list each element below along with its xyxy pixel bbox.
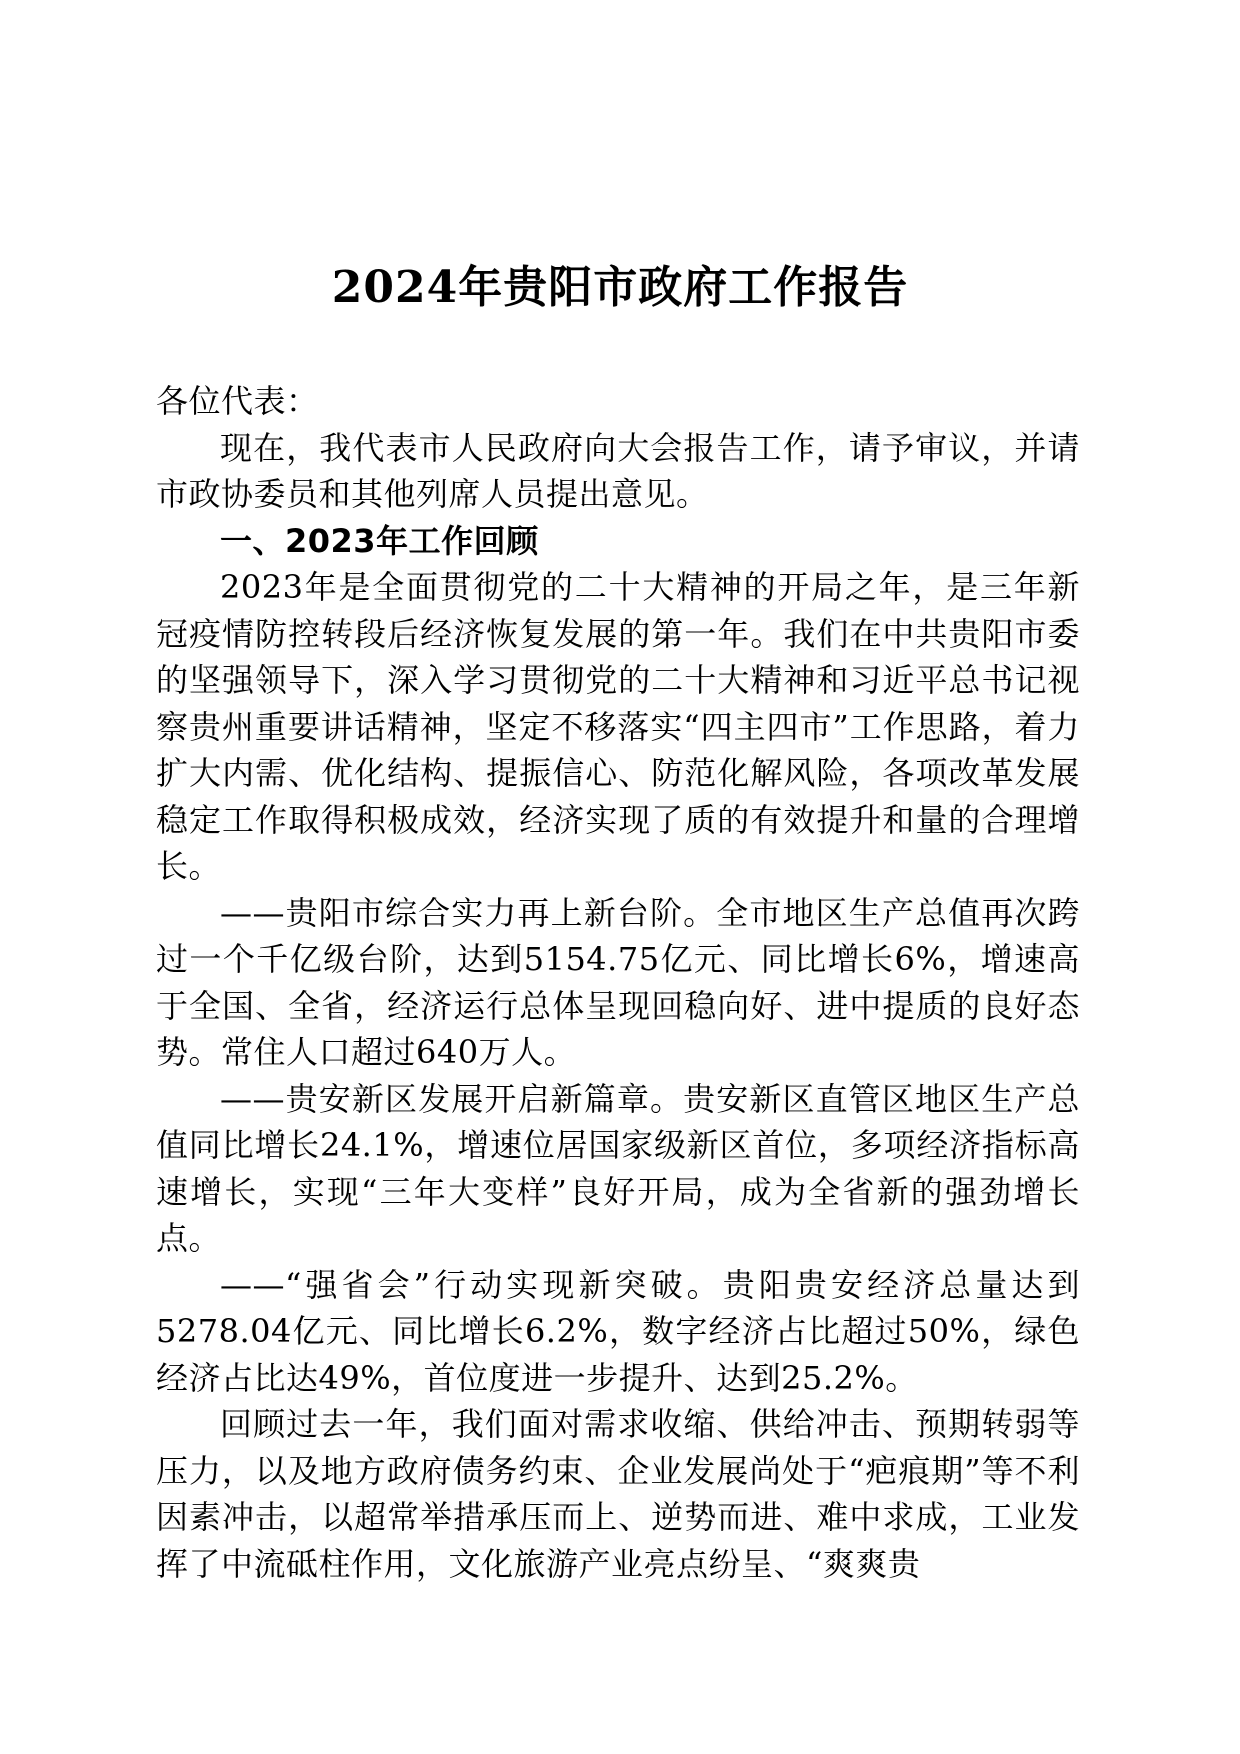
paragraph-overview: 2023年是全面贯彻党的二十大精神的开局之年，是三年新冠疫情防控转段后经济恢复发展的第一年。我们在中共贵阳市委的坚强领导下，深入学习贯彻党的二十大精神和习近平总书记视察贵州重要讲话精神，坚定不移落实“四主四市”工作思路，着力扩大内需、优化结构、提振信心、防范化解风险，各项改革发展稳定工作取得积极成效，经济实现了质的有效提升和量的合理增长。 <box>156 568 1080 885</box>
document-title: 2024年贵阳市政府工作报告 <box>331 262 909 313</box>
paragraph-review: 回顾过去一年，我们面对需求收缩、供给冲击、预期转弱等压力，以及地方政府债务约束、企业发展尚处于“疤痕期”等不利因素冲击，以超常举措承压而上、逆势而进、难中求成，工业发挥了中流砥柱作用，文化旅游产业亮点纷呈、“爽爽贵 <box>156 1405 1080 1583</box>
section-heading: 一、2023年工作回顾 <box>220 521 539 560</box>
document-body <box>156 378 1080 1587</box>
paragraph-guian-newarea: ——贵安新区发展开启新篇章。贵安新区直管区地区生产总值同比增长24.1%，增速位居国家级新区首位，多项经济指标高速增长，实现“三年大变样”良好开局，成为全省新的强劲增长点。 <box>156 1079 1080 1257</box>
paragraph-strong-capital: ——“强省会”行动实现新突破。贵阳贵安经济总量达到5278.04亿元、同比增长6.2%，数字经济占比超过50%，绿色经济占比达49%，首位度进一步提升、达到25.2%。 <box>156 1265 1080 1397</box>
paragraph-intro: 现在，我代表市人民政府向大会报告工作，请予审议，并请市政协委员和其他列席人员提出意见。 <box>156 428 1080 513</box>
salutation: 各位代表： <box>156 382 319 420</box>
paragraph-guiyang-strength: ——贵阳市综合实力再上新台阶。全市地区生产总值再次跨过一个千亿级台阶，达到5154.75亿元、同比增长6%，增速高于全国、全省，经济运行总体呈现回稳向好、进中提质的良好态势。常住人口超过640万人。 <box>156 893 1080 1071</box>
